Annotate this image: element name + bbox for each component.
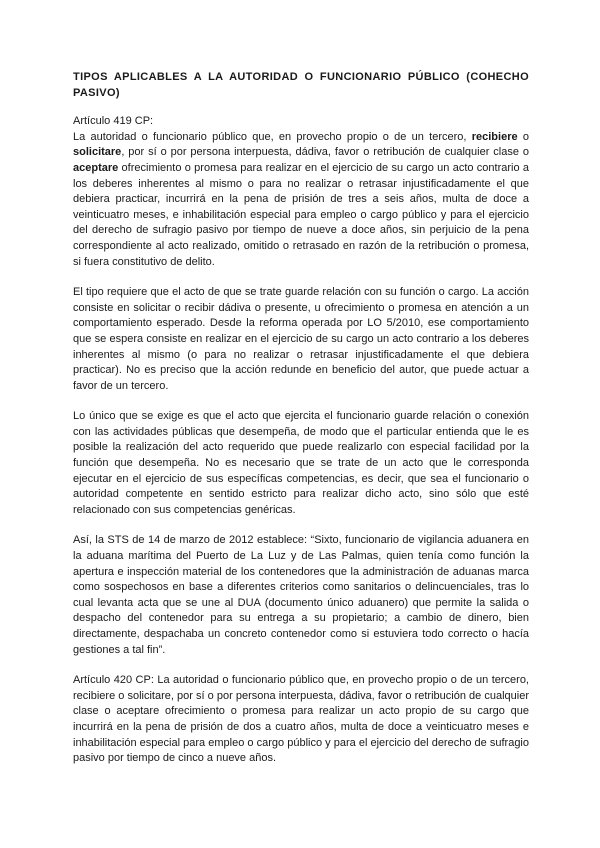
article-419-heading: Artículo 419 CP: [73,115,154,128]
article-419-paragraph [73,114,529,270]
document-body [73,70,529,782]
paragraph-tipo-requiere: El tipo requiere que el acto de que se trate guarde relación con su función o cargo. La acción consiste en solicitar o recibir dádiva o presente, u ofrecimiento o promesa en atención a un comportamiento esperado. Desde la reforma operada por LO 5/2010, ese comportamiento que se espera consiste en realizar en el ejercicio de su cargo un acto contrario a los deberes inherentes al mismo (o para no realizar o retrasar injustificadamente el que debiera practicar). No es preciso que la acción redunde en beneficio del autor, que puede actuar a favor de un tercero. [73,286,529,392]
keyword-aceptare: aceptare [73,161,119,174]
article-419-text-3: , por sí o por persona interpuesta, dádiva, favor o retribución de cualquier clase o [121,146,529,159]
article-419-text-4: ofrecimiento o promesa para realizar en el ejercicio de su cargo un acto contrario a los deberes inherentes al mismo o para no realizar o retrasar injustificadamente el que debiera practicar, incurrirá en la pena de prisión de tres a seis años, multa de doce a veinticuatro meses, e inhabilitación especial para empleo o cargo público y para el ejercicio del derecho de sufragio pasivo por tiempo de nueve a doce años, sin perjuicio de la pena correspondiente al acto realizado, omitido o retrasado en razón de la retribución o promesa, si fuera constitutivo de delito. [73,161,529,268]
paragraph-lo-unico: Lo único que se exige es que el acto que ejercita el funcionario guarde relación o conexión con las actividades públicas que desempeña, de modo que el particular entienda que le es posible la realización del acto requerido que puede realizarlo con especial facilidad por la función que desempeña. No es necesario que se trate de un acto que le corresponda ejecutar en el ejercicio de sus específicas competencias, es decir, que sea el funcionario o autoridad competente en sentido estricto para realizar dicho acto, sino sólo que esté relacionado con sus competencias genéricas. [73,410,529,516]
keyword-solicitare: solicitare [73,146,122,159]
article-419-text-2: o [517,130,529,143]
keyword-recibiere: recibiere [471,130,518,143]
article-419-text-1: La autoridad o funcionario público que, en provecho propio o de un tercero, [73,130,472,143]
article-420-paragraph: Artículo 420 CP: La autoridad o funcionario público que, en provecho propio o de un tercero, recibiere o solicitare, por sí o por persona interpuesta, dádiva, favor o retribución de cualquier clase o aceptare ofrecimiento o promesa para realizar un acto propio de su cargo que incurrirá en la pena de prisión de dos a cuatro años, multa de doce a veinticuatro meses e inhabilitación especial para empleo o cargo público y para el ejercicio del derecho de sufragio pasivo por tiempo de cinco a nueve años. [73,674,529,765]
document-title: TIPOS APLICABLES A LA AUTORIDAD O FUNCIONARIO PÚBLICO (COHECHO PASIVO) [73,71,529,99]
paragraph-sts-2012: Así, la STS de 14 de marzo de 2012 establece: “Sixto, funcionario de vigilancia aduanera en la aduana marítima del Puerto de La Luz y de Las Palmas, quien tenía como función la apertura e inspección material de los contenedores que la administración de aduanas marca como sospechosos en base a diferentes criterios como sanitarios o delincuenciales, tras lo cual levanta acta que se une al DUA (documento único aduanero) que permite la salida o despacho del contenedor para su entrega a su propietario; a cambio de dinero, bien directamente, despachaba un concreto contenedor como si estuviera todo correcto o hacía gestiones a tal fin”. [73,534,529,656]
